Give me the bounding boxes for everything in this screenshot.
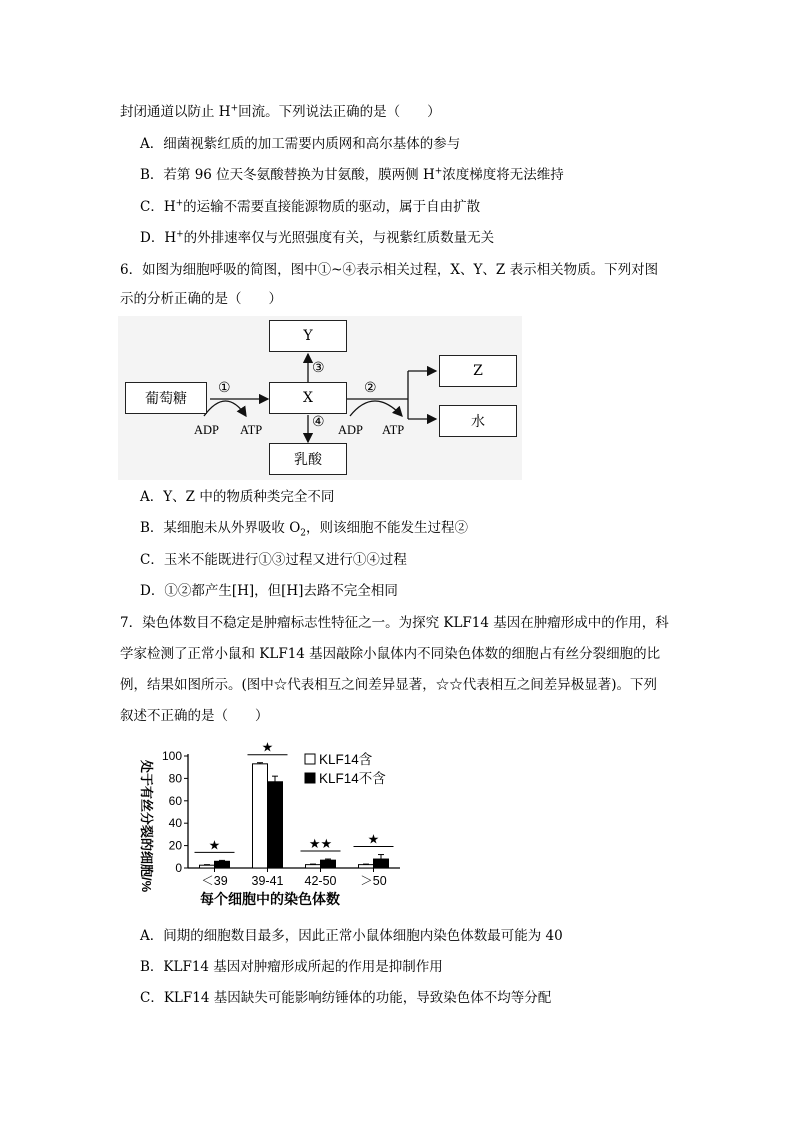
y-axis-label: 处于有丝分裂的细胞/% xyxy=(139,760,154,893)
y-tick-label: 40 xyxy=(168,816,182,831)
y-tick-label: 60 xyxy=(168,793,182,808)
legend-swatch xyxy=(305,773,315,783)
respiration-diagram xyxy=(118,316,522,480)
water-box: 水 xyxy=(439,405,517,437)
x-tick-label: ＜39 xyxy=(201,874,228,888)
step-3-label: ③ xyxy=(312,361,325,376)
legend-swatch xyxy=(305,754,315,764)
adp-label-1: ADP xyxy=(194,423,220,437)
y-tick-label: 80 xyxy=(168,771,182,786)
x-tick-label: 42-50 xyxy=(304,874,337,888)
bar-klf14-absent xyxy=(321,860,336,868)
glucose-box: 葡萄糖 xyxy=(125,382,207,414)
atp-label-1: ATP xyxy=(240,423,263,437)
x-tick-label: 39-41 xyxy=(251,874,284,888)
bar-klf14-absent xyxy=(374,859,389,868)
x-box: X xyxy=(269,382,347,414)
significance-marker: ★ xyxy=(261,739,274,755)
q7-option-b: B．KLF14 基因对肿瘤形成所起的作用是抑制作用 xyxy=(140,959,443,975)
chart-svg xyxy=(120,736,410,911)
step-4-label: ④ xyxy=(312,415,325,430)
q5-stem: 封闭通道以防止 H+回流。下列说法正确的是（ ） xyxy=(120,103,441,120)
legend-label: KLF14含 xyxy=(319,752,373,767)
q6-option-c: C．玉米不能既进行①③过程又进行①④过程 xyxy=(140,552,407,568)
x-axis-label: 每个细胞中的染色体数 xyxy=(200,891,340,907)
q7-stem-line1: 7．染色体数目不稳定是肿瘤标志性特征之一。为探究 KLF14 基因在肿瘤形成中的作用，科 xyxy=(120,615,669,631)
q7-option-a: A．间期的细胞数目最多，因此正常小鼠体细胞内染色体数最可能为 40 xyxy=(140,928,563,944)
q7-stem-line4: 叙述不正确的是（ ） xyxy=(120,708,269,724)
q5-option-d: D．H+的外排速率仅与光照强度有关，与视紫红质数量无关 xyxy=(140,229,495,246)
q7-stem-line2: 学家检测了正常小鼠和 KLF14 基因敲除小鼠体内不同染色体数的细胞占有丝分裂细胞的比 xyxy=(120,646,661,662)
q6-option-d: D．①②都产生[H]，但[H]去路不完全相同 xyxy=(140,583,398,599)
atp-label-2: ATP xyxy=(382,423,405,437)
step-2-label: ② xyxy=(364,381,377,396)
y-tick-label: 0 xyxy=(175,861,182,875)
y-box: Y xyxy=(269,320,347,352)
q7-option-c: C．KLF14 基因缺失可能影响纺锤体的功能，导致染色体不均等分配 xyxy=(140,990,552,1006)
bar-klf14-present xyxy=(359,865,374,868)
chromosome-count-chart xyxy=(120,736,410,911)
q5-option-b: B．若第 96 位天冬氨酸替换为甘氨酸，膜两侧 H+浓度梯度将无法维持 xyxy=(140,166,564,183)
q6-stem-line1: 6．如图为细胞呼吸的简图，图中①~④表示相关过程，X、Y、Z 表示相关物质。下列对图 xyxy=(120,262,659,278)
bar-klf14-present xyxy=(200,865,215,868)
significance-marker: ★ xyxy=(367,831,380,847)
significance-marker: ★ xyxy=(208,837,221,853)
significance-marker: ★★ xyxy=(308,836,333,852)
q6-option-a: A．Y、Z 中的物质种类完全不同 xyxy=(140,489,335,505)
x-tick-label: ＞50 xyxy=(360,874,387,888)
adp-label-2: ADP xyxy=(338,423,364,437)
step-1-label: ① xyxy=(218,381,231,396)
q5-option-a: A．细菌视紫红质的加工需要内质网和高尔基体的参与 xyxy=(140,136,461,152)
q7-stem-line3: 例，结果如图所示。(图中☆代表相互之间差异显著，☆☆代表相互之间差异极显著)。下列 xyxy=(120,677,658,693)
y-tick-label: 100 xyxy=(161,749,182,763)
y-tick-label: 20 xyxy=(168,838,182,853)
bar-klf14-present xyxy=(253,764,268,868)
lactic-acid-box: 乳酸 xyxy=(269,443,347,475)
arrow-adp-atp-1 xyxy=(204,401,246,416)
bar-klf14-absent xyxy=(215,861,230,868)
z-box: Z xyxy=(439,355,517,387)
q6-stem-line2: 示的分析正确的是（ ） xyxy=(120,291,282,307)
bar-klf14-present xyxy=(306,865,321,868)
legend-label: KLF14不含 xyxy=(319,771,386,786)
bar-klf14-absent xyxy=(268,782,283,868)
q6-option-b: B．某细胞未从外界吸收 $O_2$，则该细胞不能发生过程② xyxy=(140,520,469,539)
q5-option-c: C．H+的运输不需要直接能源物质的驱动，属于自由扩散 xyxy=(140,198,481,215)
arrow-adp-atp-2 xyxy=(350,401,402,416)
